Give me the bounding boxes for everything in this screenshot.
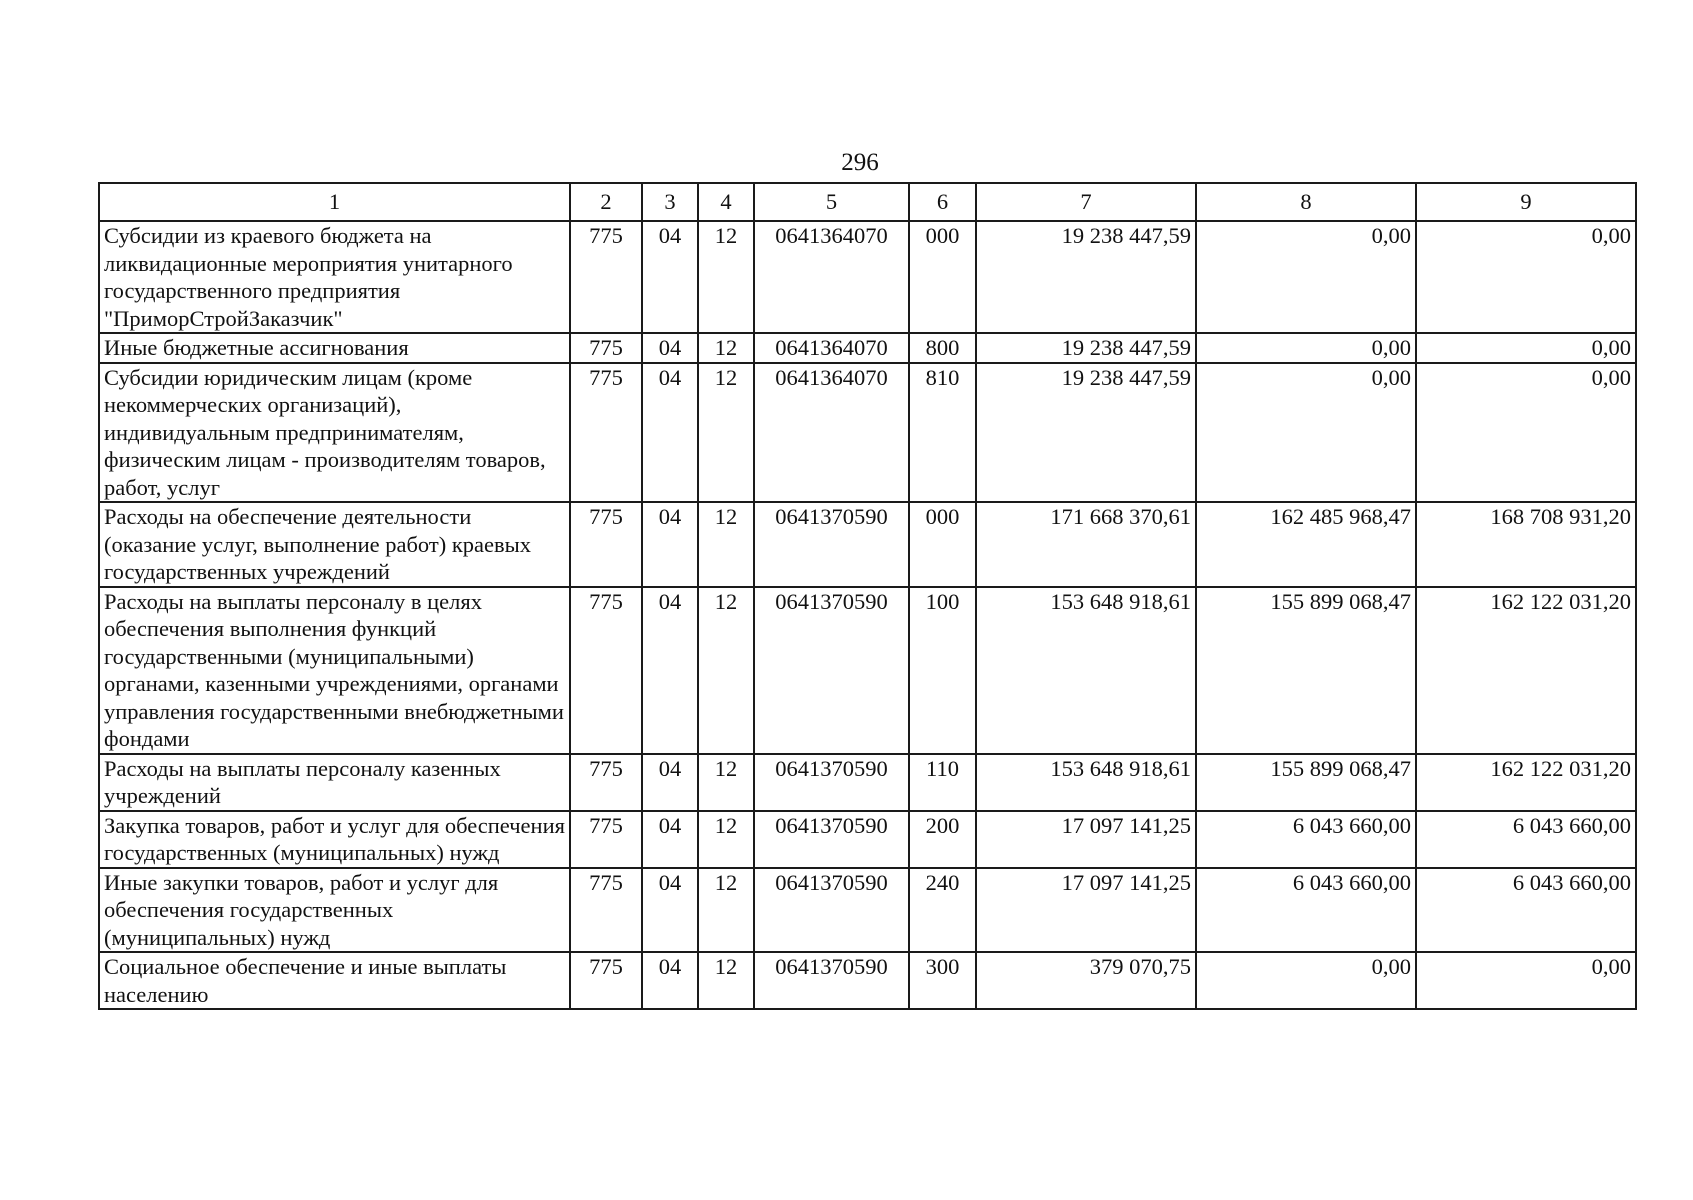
table-row [99,502,1636,587]
cell-col-5: 0641364070 [754,333,909,363]
cell-col-6: 000 [909,502,976,587]
cell-col-6: 810 [909,363,976,503]
cell-col-4: 12 [698,502,754,587]
cell-col-2: 775 [570,587,642,754]
cell-col-3: 04 [642,952,698,1009]
cell-col-6: 240 [909,868,976,953]
col-header-3: 3 [642,183,698,221]
table-row [99,333,1636,363]
cell-col-8: 0,00 [1196,333,1416,363]
page-number: 296 [841,149,879,176]
cell-col-7: 17 097 141,25 [976,868,1196,953]
cell-col-7: 19 238 447,59 [976,333,1196,363]
cell-col-9: 6 043 660,00 [1416,811,1636,868]
cell-col-8: 0,00 [1196,221,1416,333]
cell-col-4: 12 [698,868,754,953]
col-header-2: 2 [570,183,642,221]
cell-col-5: 0641370590 [754,502,909,587]
table-row [99,754,1636,811]
cell-col-2: 775 [570,952,642,1009]
cell-col-9: 162 122 031,20 [1416,587,1636,754]
cell-col-3: 04 [642,502,698,587]
cell-col-6: 000 [909,221,976,333]
cell-col-5: 0641370590 [754,754,909,811]
table-row [99,868,1636,953]
cell-col-7: 19 238 447,59 [976,221,1196,333]
cell-col-9: 0,00 [1416,221,1636,333]
budget-table [98,182,1637,1010]
col-header-6: 6 [909,183,976,221]
cell-col-8: 162 485 968,47 [1196,502,1416,587]
cell-col-6: 800 [909,333,976,363]
table-row [99,811,1636,868]
col-header-5: 5 [754,183,909,221]
cell-col-2: 775 [570,811,642,868]
cell-col-7: 379 070,75 [976,952,1196,1009]
cell-col-7: 153 648 918,61 [976,754,1196,811]
col-header-4: 4 [698,183,754,221]
row-name: Иные закупки товаров, работ и услуг для обеспечения государственных (муниципальных) нужд [99,868,570,953]
cell-col-2: 775 [570,502,642,587]
col-header-1: 1 [99,183,570,221]
cell-col-3: 04 [642,363,698,503]
cell-col-8: 6 043 660,00 [1196,811,1416,868]
cell-col-3: 04 [642,333,698,363]
cell-col-8: 6 043 660,00 [1196,868,1416,953]
row-name: Иные бюджетные ассигнования [99,333,570,363]
row-name: Расходы на обеспечение деятельности (оказание услуг, выполнение работ) краевых государственных учреждений [99,502,570,587]
table-row [99,363,1636,503]
header-row [99,183,1636,221]
cell-col-5: 0641370590 [754,868,909,953]
cell-col-5: 0641364070 [754,221,909,333]
table-row [99,952,1636,1009]
cell-col-8: 0,00 [1196,952,1416,1009]
cell-col-2: 775 [570,363,642,503]
row-name: Субсидии юридическим лицам (кроме некоммерческих организаций), индивидуальным предпринимателям, физическим лицам - производителям товаров, работ, услуг [99,363,570,503]
cell-col-3: 04 [642,587,698,754]
cell-col-6: 200 [909,811,976,868]
cell-col-5: 0641370590 [754,952,909,1009]
cell-col-9: 0,00 [1416,363,1636,503]
cell-col-4: 12 [698,754,754,811]
table-row [99,587,1636,754]
cell-col-8: 155 899 068,47 [1196,754,1416,811]
row-name: Социальное обеспечение и иные выплаты населению [99,952,570,1009]
cell-col-7: 19 238 447,59 [976,363,1196,503]
cell-col-9: 0,00 [1416,333,1636,363]
cell-col-3: 04 [642,221,698,333]
cell-col-9: 168 708 931,20 [1416,502,1636,587]
cell-col-4: 12 [698,333,754,363]
cell-col-2: 775 [570,333,642,363]
row-name: Расходы на выплаты персоналу казенных учреждений [99,754,570,811]
cell-col-4: 12 [698,363,754,503]
cell-col-5: 0641364070 [754,363,909,503]
row-name: Расходы на выплаты персоналу в целях обеспечения выполнения функций государственными (муниципальными) органами, казенными учреждениями, органами управления государственными внебюджетными фондами [99,587,570,754]
row-name: Субсидии из краевого бюджета на ликвидационные мероприятия унитарного государственного предприятия "ПриморСтройЗаказчик" [99,221,570,333]
col-header-9: 9 [1416,183,1636,221]
cell-col-6: 100 [909,587,976,754]
cell-col-9: 6 043 660,00 [1416,868,1636,953]
cell-col-3: 04 [642,754,698,811]
cell-col-2: 775 [570,221,642,333]
cell-col-9: 0,00 [1416,952,1636,1009]
cell-col-8: 155 899 068,47 [1196,587,1416,754]
row-name: Закупка товаров, работ и услуг для обеспечения государственных (муниципальных) нужд [99,811,570,868]
cell-col-4: 12 [698,952,754,1009]
cell-col-4: 12 [698,811,754,868]
cell-col-3: 04 [642,868,698,953]
table-row [99,221,1636,333]
cell-col-7: 153 648 918,61 [976,587,1196,754]
cell-col-5: 0641370590 [754,811,909,868]
cell-col-2: 775 [570,868,642,953]
cell-col-2: 775 [570,754,642,811]
col-header-7: 7 [976,183,1196,221]
cell-col-7: 171 668 370,61 [976,502,1196,587]
cell-col-4: 12 [698,587,754,754]
cell-col-7: 17 097 141,25 [976,811,1196,868]
cell-col-3: 04 [642,811,698,868]
col-header-8: 8 [1196,183,1416,221]
cell-col-5: 0641370590 [754,587,909,754]
cell-col-6: 300 [909,952,976,1009]
cell-col-9: 162 122 031,20 [1416,754,1636,811]
cell-col-4: 12 [698,221,754,333]
cell-col-8: 0,00 [1196,363,1416,503]
cell-col-6: 110 [909,754,976,811]
